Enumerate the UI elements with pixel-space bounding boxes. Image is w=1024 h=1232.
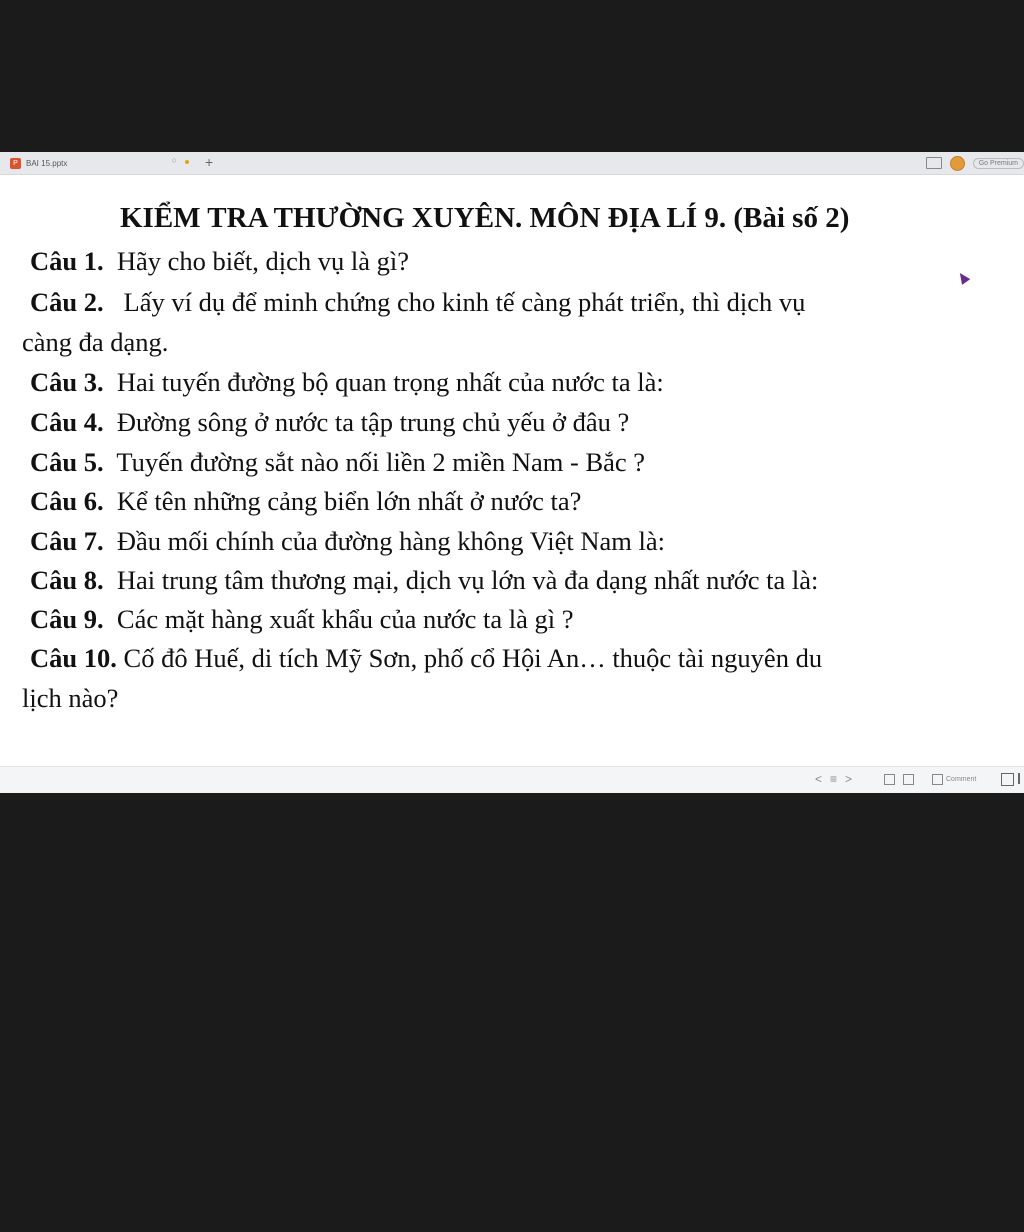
new-tab-button[interactable]: + <box>205 154 214 170</box>
fit-slide-icon[interactable] <box>884 774 895 785</box>
question-label: Câu 3. <box>30 367 104 397</box>
question-text: Hãy cho biết, dịch vụ là gì? <box>116 246 410 276</box>
tab-filename: BAI 15.pptx <box>26 158 68 168</box>
slide-navigation <box>815 772 852 786</box>
question-label: Câu 9. <box>30 604 104 634</box>
question-text: Hai trung tâm thương mại, dịch vụ lớn và đa dạng nhất nước ta là: <box>116 565 819 595</box>
question-text: Lấy ví dụ để minh chứng cho kinh tế càng phát triển, thì dịch vụ <box>123 287 806 317</box>
status-icons <box>884 774 914 785</box>
question-label: Câu 4. <box>30 407 104 437</box>
question-label: Câu 5. <box>30 447 104 477</box>
question-2 <box>30 287 805 318</box>
question-5 <box>30 447 645 478</box>
fullscreen-icon[interactable] <box>903 774 914 785</box>
toolbar-right <box>926 155 1024 171</box>
pptx-file-icon: P <box>10 158 21 169</box>
question-3 <box>30 367 664 398</box>
question-text: Hai tuyến đường bộ quan trọng nhất của nước ta là: <box>116 367 664 397</box>
tab-close-icon[interactable]: ○ <box>171 155 177 165</box>
question-label: Câu 2. <box>30 287 104 317</box>
question-4 <box>30 407 629 438</box>
question-label: Câu 7. <box>30 526 104 556</box>
question-text: Kể tên những cảng biển lớn nhất ở nước ta? <box>116 486 582 516</box>
premium-button[interactable]: Go Premium <box>973 158 1024 169</box>
avatar[interactable] <box>950 156 965 171</box>
presentation-window <box>0 152 1024 792</box>
comment-icon <box>932 774 943 785</box>
question-label: Câu 8. <box>30 565 104 595</box>
comment-label: Comment <box>946 776 977 783</box>
question-10-continuation: lịch nào? <box>22 683 119 713</box>
slide-canvas <box>0 174 1024 766</box>
question-label: Câu 1. <box>30 246 104 276</box>
question-6 <box>30 486 581 517</box>
question-1 <box>30 246 409 277</box>
question-2-continuation: càng đa dạng. <box>22 327 169 357</box>
question-9 <box>30 604 574 635</box>
window-layout-icon[interactable] <box>926 157 942 169</box>
question-label: Câu 10. <box>30 643 117 673</box>
question-text: Tuyến đường sắt nào nối liền 2 miền Nam - Bắc ? <box>116 447 646 477</box>
tab-bar <box>0 152 1024 175</box>
question-7 <box>30 526 665 557</box>
prev-slide-button[interactable]: < <box>815 772 823 786</box>
next-slide-button[interactable]: > <box>845 772 853 786</box>
question-8 <box>30 565 818 596</box>
question-text: Đầu mối chính của đường hàng không Việt Nam là: <box>116 526 665 556</box>
question-10 <box>30 643 822 674</box>
question-text: Cố đô Huế, di tích Mỹ Sơn, phố cổ Hội An… thuộc tài nguyên du <box>123 643 823 673</box>
question-text: Các mặt hàng xuất khẩu của nước ta là gì ? <box>116 604 574 634</box>
question-text: Đường sông ở nước ta tập trung chủ yếu ở đâu ? <box>116 407 630 437</box>
normal-view-icon[interactable] <box>1001 773 1014 786</box>
question-label: Câu 6. <box>30 486 104 516</box>
tab-document[interactable] <box>10 155 195 171</box>
comment-button[interactable] <box>932 774 976 785</box>
mouse-cursor-icon <box>956 270 971 285</box>
slide-menu-button[interactable]: ≡ <box>830 772 838 786</box>
status-bar <box>0 766 1024 793</box>
sorter-view-icon[interactable] <box>1018 773 1024 784</box>
slide-title: KIỂM TRA THƯỜNG XUYÊN. MÔN ĐỊA LÍ 9. (Bài số 2) <box>120 202 850 234</box>
unsaved-dot-icon <box>185 160 189 164</box>
